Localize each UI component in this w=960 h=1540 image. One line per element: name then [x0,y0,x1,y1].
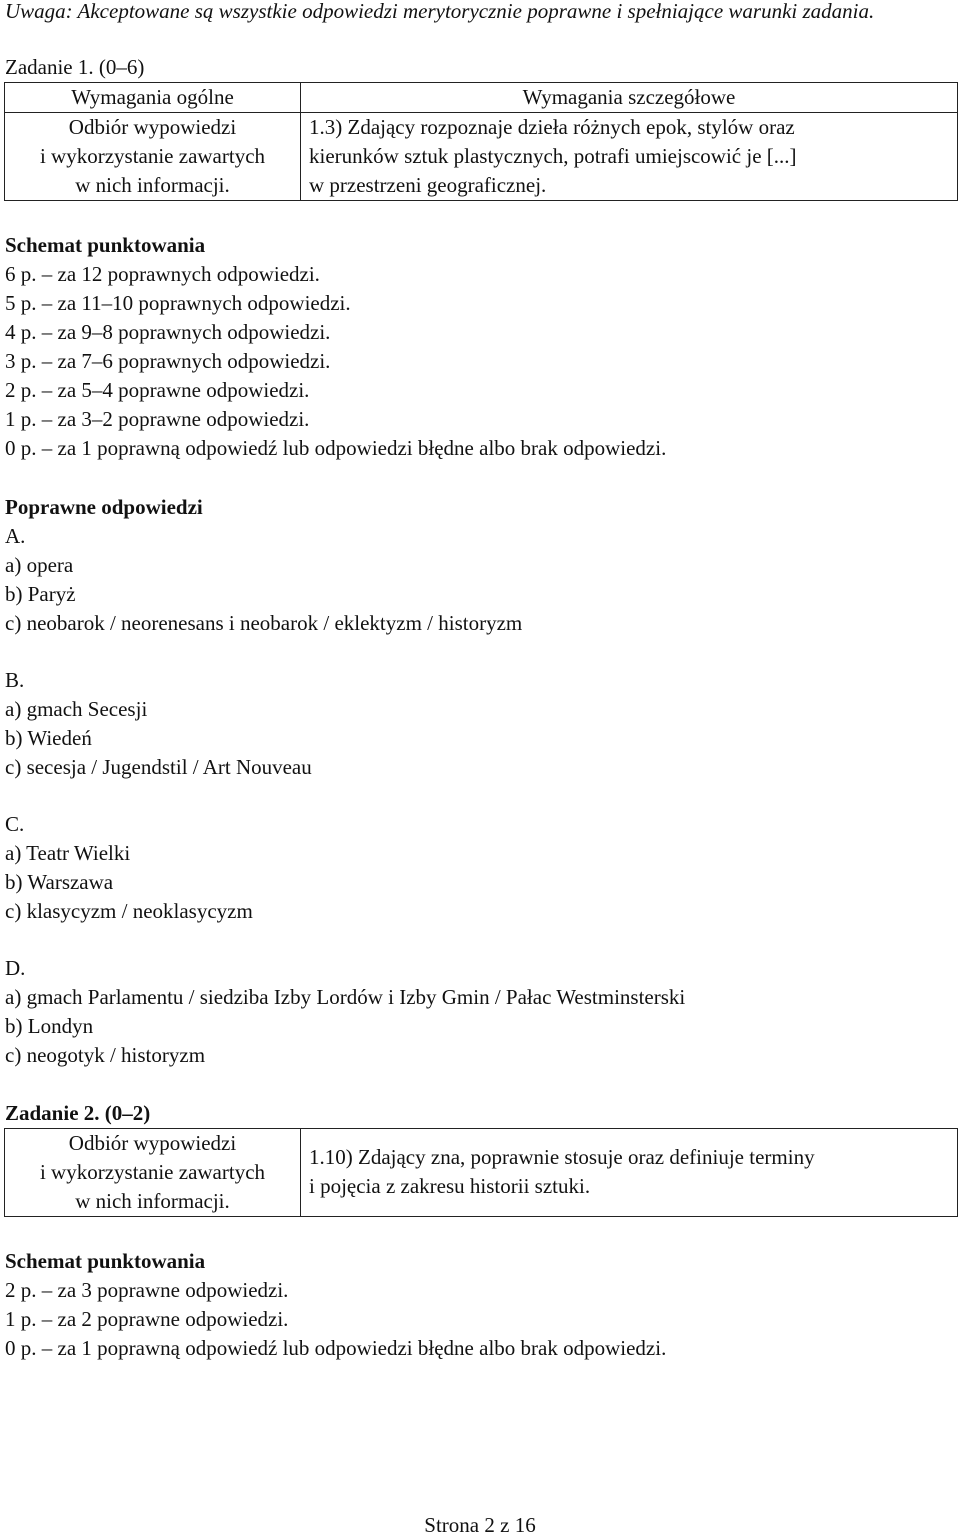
task1-requirements-table [4,82,958,201]
scoring-item: 4 p. – za 9–8 poprawnych odpowiedzi. [5,320,331,344]
specific-line: w przestrzeni geograficznej. [309,173,547,197]
specific-line: kierunków sztuk plastycznych, potrafi umiejscowić je [...] [309,144,797,168]
general-line: w nich informacji. [75,173,230,197]
answer-group-label: A. [5,524,26,548]
answer-line: a) gmach Parlamentu / siedziba Izby Lordów i Izby Gmin / Pałac Westminsterski [5,985,686,1009]
general-requirements-cell [5,1129,301,1217]
answer-line: b) Paryż [5,582,76,606]
scoring-title: Schemat punktowania [5,1249,206,1273]
specific-line: 1.10) Zdający zna, poprawnie stosuje oraz definiuje terminy [309,1145,815,1169]
task1-answers [5,493,957,1070]
task1-scoring [5,231,957,463]
answer-line: c) neobarok / neorenesans i neobarok / eklektyzm / historyzm [5,611,523,635]
answer-line: c) neogotyk / historyzm [5,1043,206,1067]
general-requirements-header: Wymagania ogólne [5,83,301,113]
document-page [5,0,957,1363]
general-line: i wykorzystanie zawartych [39,1160,266,1184]
scoring-item: 1 p. – za 2 poprawne odpowiedzi. [5,1307,289,1331]
answer-line: a) opera [5,553,74,577]
specific-line: i pojęcia z zakresu historii sztuki. [309,1174,591,1198]
answer-group-label: D. [5,956,26,980]
answer-line: b) Londyn [5,1014,94,1038]
scoring-item: 0 p. – za 1 poprawną odpowiedź lub odpowiedzi błędne albo brak odpowiedzi. [5,1336,667,1360]
answer-line: c) klasycyzm / neoklasycyzm [5,899,253,923]
scoring-item: 6 p. – za 12 poprawnych odpowiedzi. [5,262,320,286]
general-line: Odbiór wypowiedzi [68,1131,237,1155]
specific-line: 1.3) Zdający rozpoznaje dzieła różnych epok, stylów oraz [309,115,795,139]
scoring-item: 0 p. – za 1 poprawną odpowiedź lub odpowiedzi błędne albo brak odpowiedzi. [5,436,667,460]
general-line: Odbiór wypowiedzi [68,115,237,139]
scoring-item: 2 p. – za 5–4 poprawne odpowiedzi. [5,378,310,402]
scoring-item: 2 p. – za 3 poprawne odpowiedzi. [5,1278,289,1302]
answer-group-label: C. [5,812,25,836]
specific-requirements-cell [301,113,958,201]
acceptance-note: Uwaga: Akceptowane są wszystkie odpowiedzi merytorycznie poprawne i spełniające warunki zadania. [5,0,875,23]
specific-requirements-cell [301,1129,958,1217]
answer-line: b) Warszawa [5,870,114,894]
page-number: Strona 2 z 16 [424,1513,536,1537]
general-requirements-cell [5,113,301,201]
answer-line: a) gmach Secesji [5,697,148,721]
answer-line: c) secesja / Jugendstil / Art Nouveau [5,755,312,779]
scoring-item: 3 p. – za 7–6 poprawnych odpowiedzi. [5,349,331,373]
answers-title: Poprawne odpowiedzi [5,495,203,519]
answer-line: a) Teatr Wielki [5,841,131,865]
general-line: i wykorzystanie zawartych [39,144,266,168]
scoring-title: Schemat punktowania [5,233,206,257]
task1-title: Zadanie 1. (0–6) [5,55,145,79]
answer-group-label: B. [5,668,25,692]
task2-scoring [5,1247,957,1363]
task2-requirements-table [4,1128,958,1217]
task2-title: Zadanie 2. (0–2) [5,1101,151,1125]
scoring-item: 1 p. – za 3–2 poprawne odpowiedzi. [5,407,310,431]
specific-requirements-header: Wymagania szczegółowe [301,83,958,113]
answer-line: b) Wiedeń [5,726,92,750]
scoring-item: 5 p. – za 11–10 poprawnych odpowiedzi. [5,291,351,315]
general-line: w nich informacji. [75,1189,230,1213]
